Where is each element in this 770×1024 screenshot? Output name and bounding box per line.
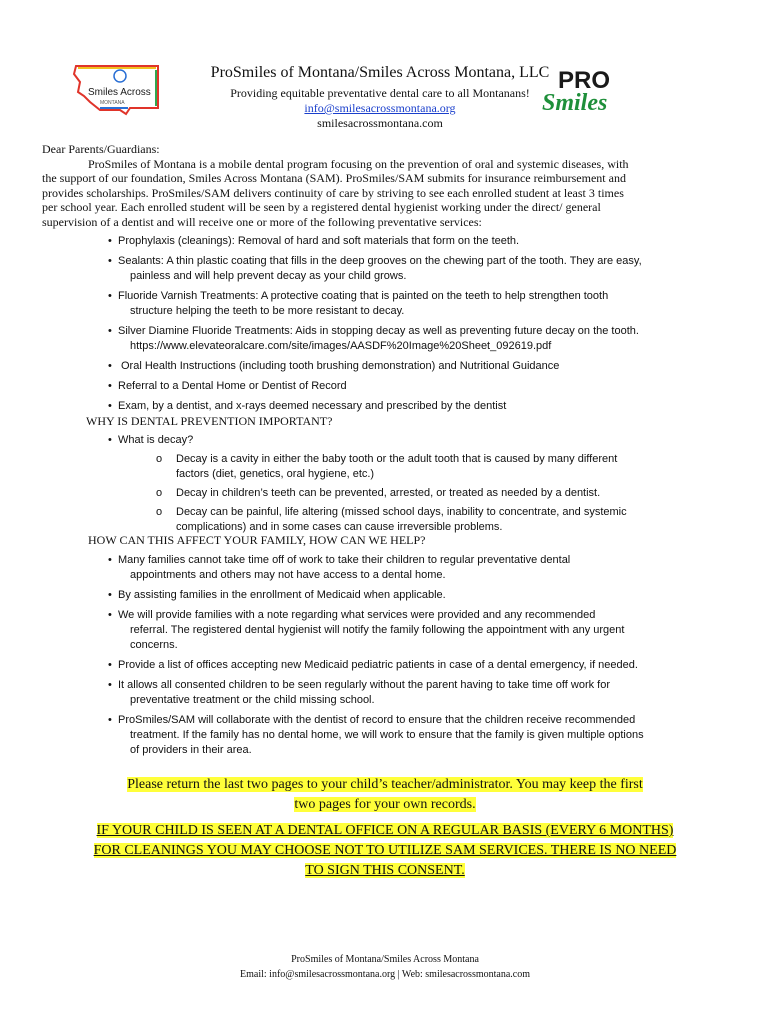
intro-paragraph: ProSmiles of Montana is a mobile dental program focusing on the prevention of oral and systemic diseases, with the support of our foundation, Smiles Across Montana (SAM). ProSmiles/SAM submits for insurance reimbursement and provides scholarships. ProSmiles/SAM delivers continuity of care by striving to see each enrolled student at least 3 times per school year. Each enrolled student will be seen by a registered dental hygienist working under the direct/ general supervision of a dentist and will receive one or more of the following preventative services: [42,156,629,229]
page-title: ProSmiles of Montana/Smiles Across Montana, LLC [210,64,550,81]
return-pages-notice: Please return the last two pages to your child’s teacher/administrator. You may keep the first two pages for your own records. [127,777,643,812]
tagline: Providing equitable preventative dental care to all Montanans! [230,86,530,100]
why-heading: WHY IS DENTAL PREVENTION IMPORTANT? [86,414,333,428]
how-list [108,553,708,758]
logo-right-line1: PRO [558,67,611,94]
list-item: • By assisting families in the enrollment of Medicaid when applicable. [108,589,446,601]
list-item: • Exam, by a dentist, and x-rays deemed necessary and prescribed by the dentist [108,400,507,412]
list-item: o Decay is a cavity in either the baby tooth or the adult tooth that is caused by many different factors (diet, genetics, oral hygiene, etc.) [156,453,618,480]
list-item: o Decay in children’s teeth can be prevented, arrested, or treated as needed by a dentist. [156,487,601,499]
list-item: • Silver Diamine Fluoride Treatments: Aids in stopping decay as well as preventing future decay on the tooth. https://www.elevateoralcare.com/site/images/AASDF%20Image%20Sheet_092619.pdf [108,324,708,354]
list-item: • What is decay? [108,434,194,446]
footer-line2: Email: info@smilesacrossmontana.org | Web: smilesacrossmontana.com [240,969,530,980]
salutation: Dear Parents/Guardians: [42,142,160,156]
list-item: • Provide a list of offices accepting new Medicaid pediatric patients in case of a dental emergency, if needed. [108,659,638,671]
prosmiles-logo [540,66,638,116]
list-item: • We will provide families with a note regarding what services were provided and any recommended referral. The registered dental hygienist will notify the family following the appointment with any urgent concerns. [108,609,625,651]
services-list [108,234,708,414]
how-heading: HOW CAN THIS AFFECT YOUR FAMILY, HOW CAN WE HELP? [88,533,426,547]
list-item: • Sealants: A thin plastic coating that fills in the deep grooves on the chewing part of the tooth. They are easy, painless and will help prevent decay as your child grows. [108,255,642,282]
email-link[interactable]: info@smilesacrossmontana.org [304,101,456,115]
list-item: • ProSmiles/SAM will collaborate with the dentist of record to ensure that the children receive recommended treatment. If the family has no dental home, we will work to ensure that the family is given multiple options of providers in their area. [108,714,644,756]
list-item: • It allows all consented children to be seen regularly without the parent having to take time off work for preventative treatment or the child missing school. [108,679,611,706]
why-list [108,433,708,448]
decay-sublist [156,452,676,535]
consent-notice: IF YOUR CHILD IS SEEN AT A DENTAL OFFICE ON A REGULAR BASIS (EVERY 6 MONTHS) FOR CLEANINGS YOU MAY CHOOSE NOT TO UTILIZE SAM SERVICES. THERE IS NO NEED TO SIGN THIS CONSENT. [93,823,677,878]
smiles-across-montana-logo [70,62,162,118]
letterhead [0,0,770,140]
website-text: smilesacrossmontana.com [317,116,443,130]
logo-left-line2: MONTANA [100,100,125,106]
list-item: • Prophylaxis (cleanings): Removal of hard and soft materials that form on the teeth. [108,235,520,247]
list-item: • Many families cannot take time off of work to take their children to regular preventative dental appointments and others may not have access to a dental home. [108,554,571,581]
list-item: • Oral Health Instructions (including tooth brushing demonstration) and Nutritional Guidance [108,360,560,372]
list-item: o Decay can be painful, life altering (missed school days, inability to concentrate, and systemic complications) and in some cases can cause irreversible problems. [156,506,627,533]
logo-left-line1: Smiles Across [88,87,151,98]
list-item: • Fluoride Varnish Treatments: A protective coating that is painted on the teeth to help strengthen tooth structure helping the teeth to be more resistant to decay. [108,290,609,317]
logo-right-line2: Smiles [542,90,608,116]
page-footer [0,952,770,982]
footer-line1: ProSmiles of Montana/Smiles Across Montana [291,954,479,965]
letter-body [42,142,642,229]
list-item: • Referral to a Dental Home or Dentist of Record [108,380,347,392]
services-url: https://www.elevateoralcare.com/site/images/AASDF%20Image%20Sheet_092619.pdf [130,340,552,352]
